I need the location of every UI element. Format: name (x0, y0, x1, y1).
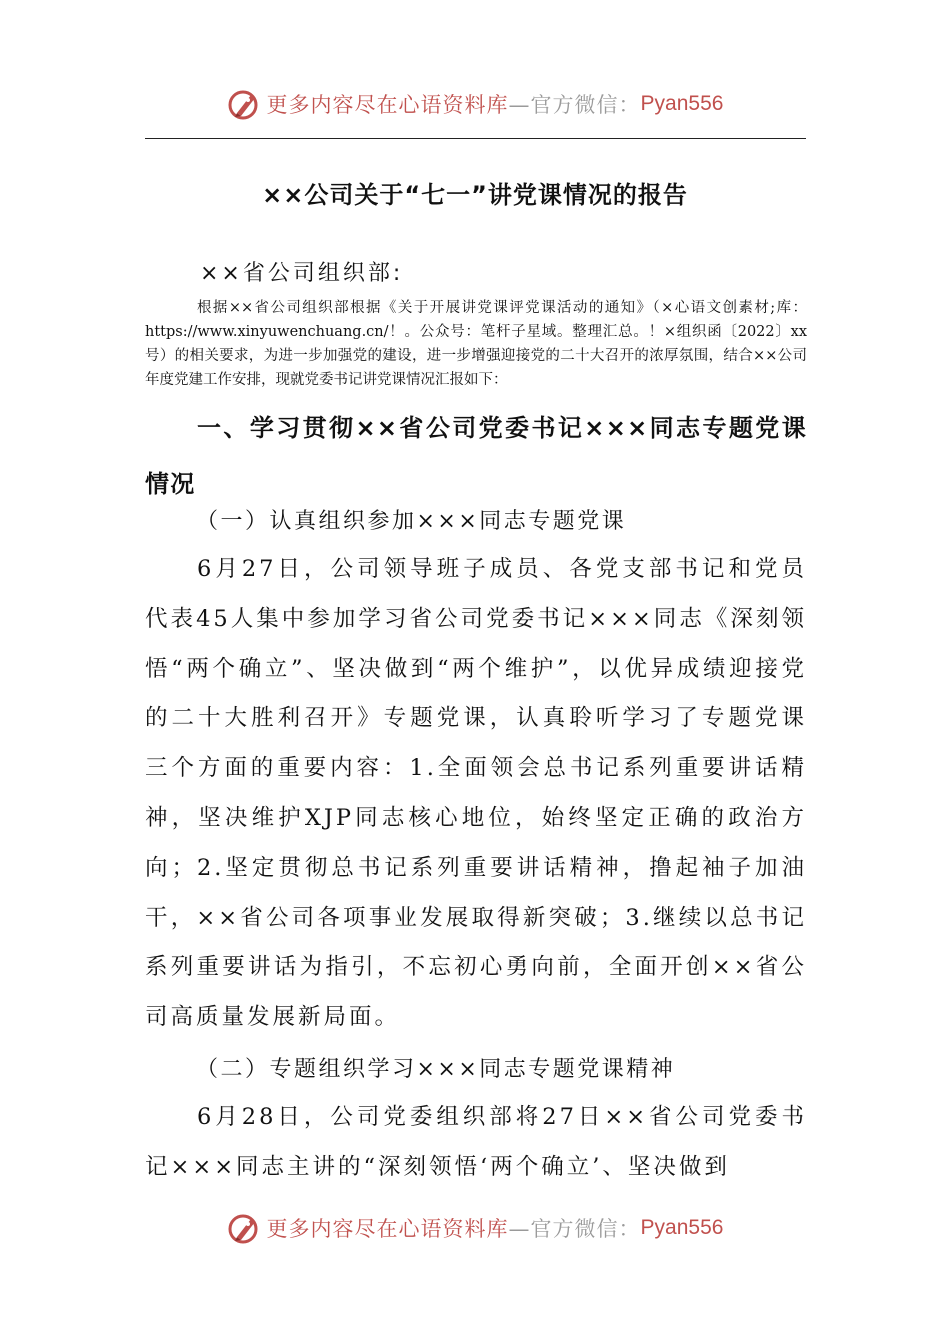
banner-text-main: 更多内容尽在心语资料库 (266, 93, 509, 117)
banner-text-wechat: —官方微信： (508, 1217, 641, 1241)
subsection-heading-1: （一）认真组织参加×××同志专题党课 (196, 509, 627, 534)
section-heading-1: 一、学习贯彻××省公司党委书记×××同志专题党课情况 (145, 414, 807, 498)
document-title: ××公司关于“七一”讲党课情况的报告 (262, 181, 688, 209)
body-paragraph-2: 6月28日，公司党委组织部将27日××省公司党委书记×××同志主讲的“深刻领悟‘两个确立’、坚决做到 (145, 1104, 807, 1180)
body-paragraph-1: 6月27日，公司领导班子成员、各党支部书记和党员代表45人集中参加学习省公司党委书记×××同志《深刻领悟“两个确立”、坚决做到“两个维护”，以优异成绩迎接党的二十大胜利召开》专题党课，认真聆听学习了专题党课三个方面的重要内容：1.全面领会总书记系列重要讲话精神，坚决维护XJP同志核心地位，始终坚定正确的政治方向；2.坚定贯彻总书记系列重要讲话精神，撸起袖子加油干，××省公司各项事业发展取得新突破；3.继续以总书记系列重要讲话为指引，不忘初心勇向前，全面开创××省公司高质量发展新局面。 (145, 556, 807, 1031)
banner-text-main: 更多内容尽在心语资料库 (266, 1217, 509, 1241)
banner-wechat-id: Pyan556 (640, 1216, 724, 1239)
pen-logo-icon (227, 1211, 261, 1245)
header-watermark-banner (0, 84, 950, 124)
subsection-heading-2: （二）专题组织学习×××同志专题党课精神 (196, 1057, 676, 1082)
banner-text-wechat: —官方微信： (508, 93, 641, 117)
intro-paragraph (145, 296, 807, 392)
intro-text: 根据××省公司组织部根据《关于开展讲党课评党课活动的通知》（×心语文创素材;库：https://www.xinyuwenchuang.cn/！。公众号：笔杆子星域。整理汇总。！×组织函〔2022〕xx号）的相关要求，为进一步加强党的建设，进一步增强迎接党的二十大召开的浓厚氛围，结合××公司年度党建工作安排，现就党委书记讲党课情况汇报如下： (145, 300, 807, 388)
addressee: ××省公司组织部: (200, 261, 404, 286)
banner-wechat-id: Pyan556 (640, 92, 724, 115)
pen-logo-icon (227, 87, 261, 121)
footer-watermark-banner (0, 1208, 950, 1248)
header-divider (145, 138, 806, 139)
